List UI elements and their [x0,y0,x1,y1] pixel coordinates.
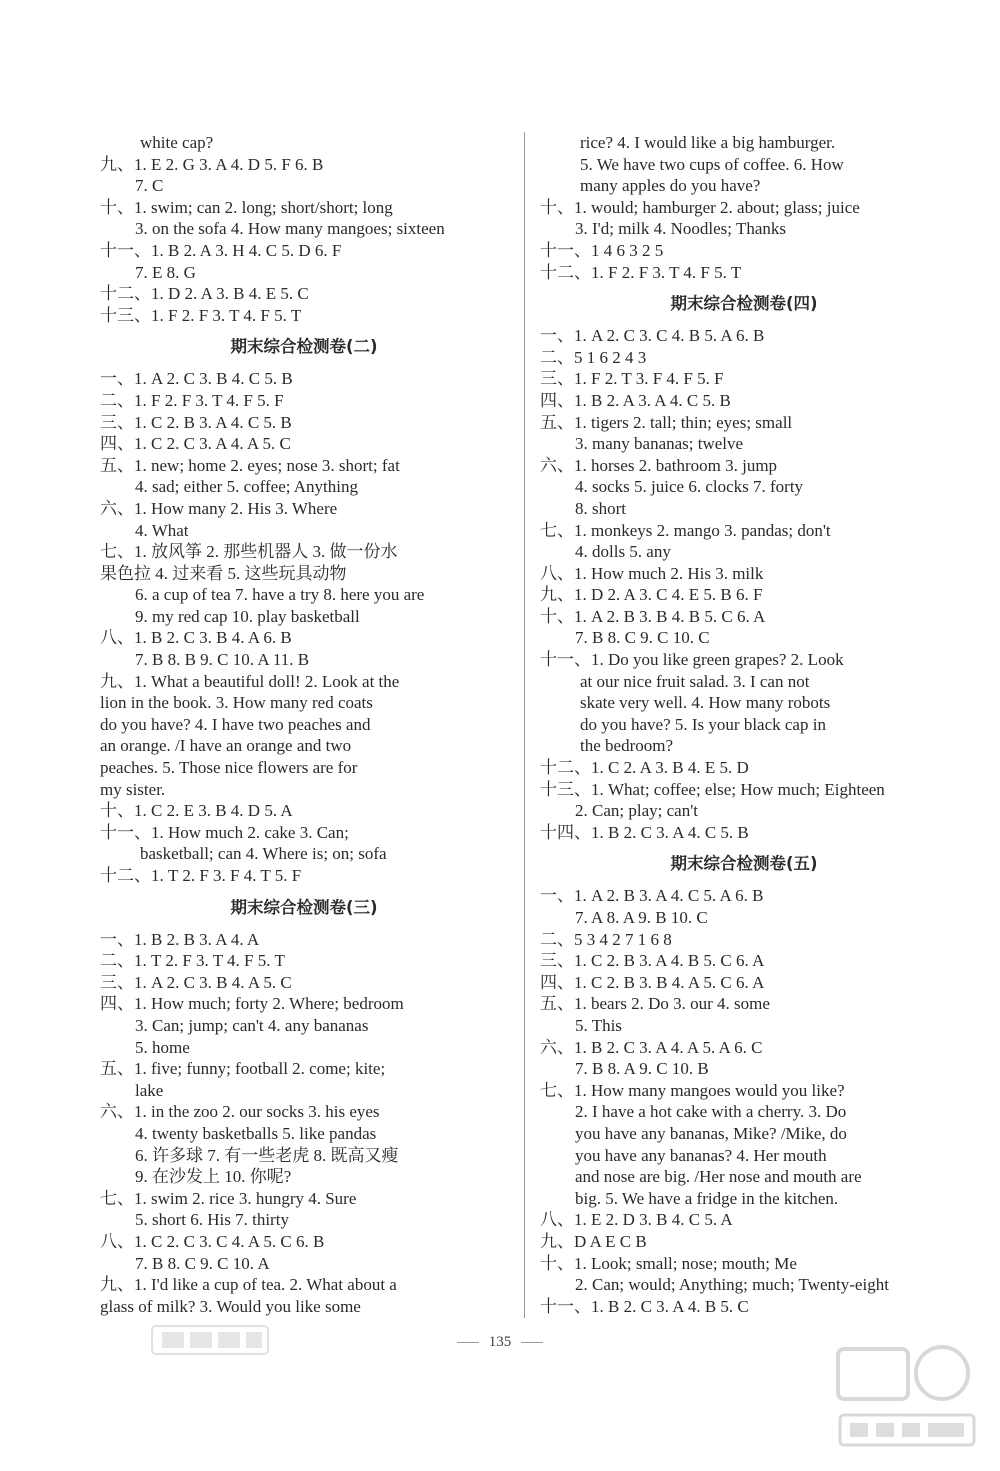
answer-text: 3. I'd; milk 4. Noodles; Thanks [575,219,786,239]
answer-line [100,1037,508,1059]
answer-text: 九、1. E 2. G 3. A 4. D 5. F 6. B [100,154,324,174]
answer-line [100,649,508,671]
answer-line [100,498,508,520]
answer-line [540,714,948,736]
answer-line [100,433,508,455]
answer-line [540,240,948,262]
answer-line [100,865,508,887]
answer-line [540,584,948,606]
answer-text: 二、5 1 6 2 4 3 [540,347,647,367]
answer-line [540,476,948,498]
answer-line [100,822,508,844]
answer-line [540,1166,948,1188]
answer-text: my sister. [100,779,166,799]
answer-text: 一、1. B 2. B 3. A 4. A [100,929,260,949]
answer-text: 十、1. Look; small; nose; mouth; Me [540,1253,797,1273]
answer-text: 六、1. horses 2. bathroom 3. jump [540,455,778,475]
answer-line [540,929,948,951]
answer-text: big. 5. We have a fridge in the kitchen. [575,1188,839,1208]
answer-line [100,1253,508,1275]
answer-line [100,262,508,284]
footer-dash-left [457,1342,479,1343]
answer-text: 十、1. C 2. E 3. B 4. D 5. A [100,801,293,821]
answer-line [540,325,948,347]
answer-text: 十三、1. What; coffee; else; How much; Eighteen [540,779,885,799]
answer-text: 7. E 8. G [135,262,196,282]
answer-line [100,692,508,714]
answer-text: 十、1. swim; can 2. long; short/short; long [100,197,393,217]
answer-line [540,649,948,671]
answer-line [540,197,948,219]
page-number: 135 [488,1334,512,1350]
answer-line [540,368,948,390]
answer-text: at our nice fruit salad. 3. I can not [580,671,810,691]
answer-text: 七、1. swim 2. rice 3. hungry 4. Sure [100,1188,357,1208]
section-heading [100,887,508,929]
answer-text: do you have? 5. Is your black cap in [580,714,826,734]
answer-text: 2. Can; play; can't [575,801,698,821]
answer-text: 2. I have a hot cake with a cherry. 3. Do [575,1102,847,1122]
answer-text: 十二、1. T 2. F 3. F 4. T 5. F [100,866,302,885]
answer-text: the bedroom? [580,736,673,756]
answer-text: 七、1. How many mangoes would you like? [540,1080,845,1100]
column-divider [524,132,525,1318]
answer-line [100,1123,508,1145]
answer-line [100,390,508,412]
answer-line [540,606,948,628]
answer-line [540,1123,948,1145]
answer-line [100,1296,508,1318]
answer-line [540,950,948,972]
answer-line [100,455,508,477]
answer-text: 五、1. five; funny; football 2. come; kite; [100,1059,386,1079]
answer-text: 6. a cup of tea 7. have a try 8. here you are [135,585,425,605]
answer-text: 6. 许多球 7. 有一些老虎 8. 既高又瘦 [135,1145,399,1165]
answer-line [540,541,948,563]
answer-line [540,972,948,994]
answer-text: 三、1. F 2. T 3. F 4. F 5. F [540,369,724,389]
answer-line [540,1145,948,1167]
answer-text: lake [135,1080,164,1100]
answer-line [540,779,948,801]
answer-line [540,1058,948,1080]
answer-text: 4. dolls 5. any [575,542,671,562]
answer-line [100,305,508,327]
section-heading [540,283,948,325]
answer-text: 5. We have two cups of coffee. 6. How [580,154,844,174]
answer-text: 十、1. A 2. B 3. B 4. B 5. C 6. A [540,606,766,626]
answer-text: 十一、1. B 2. C 3. A 4. B 5. C [540,1296,749,1316]
answer-line [540,498,948,520]
answer-text: do you have? 4. I have two peaches and [100,714,371,734]
footer-dash-right [521,1342,543,1343]
answer-line [540,433,948,455]
answer-text: you have any bananas? 4. Her mouth [575,1145,827,1165]
answer-text: 十二、1. D 2. A 3. B 4. E 5. C [100,284,309,304]
section-heading-text: 期末综合检测卷(二) [230,337,378,357]
answer-text: 一、1. A 2. C 3. B 4. C 5. B [100,369,293,389]
answer-line [540,692,948,714]
answer-text: 4. twenty basketballs 5. like pandas [135,1123,377,1143]
answer-text: 四、1. B 2. A 3. A 4. C 5. B [540,390,731,410]
answer-text: 9. my red cap 10. play basketball [135,606,360,626]
answer-text: 7. A 8. A 9. B 10. C [575,908,708,927]
answer-text: 五、1. bears 2. Do 3. our 4. some [540,994,770,1014]
watermark-logo [832,1337,982,1457]
answer-text: 十三、1. F 2. F 3. T 4. F 5. T [100,305,302,325]
answer-text: 7. B 8. C 9. C 10. C [575,628,710,648]
section-heading-text: 期末综合检测卷(三) [230,897,378,917]
answer-line [100,993,508,1015]
answer-line [100,779,508,801]
answer-line [540,132,948,154]
answer-line [540,455,948,477]
section-heading-text: 期末综合检测卷(四) [670,294,818,314]
faded-stamp-graphic [150,1322,270,1358]
answer-text: 九、1. I'd like a cup of tea. 2. What about a [100,1275,397,1295]
answer-line [540,907,948,929]
answer-line [100,476,508,498]
answer-line [100,1101,508,1123]
answer-text: 二、1. F 2. F 3. T 4. F 5. F [100,390,284,410]
left-column [100,132,508,1317]
answer-text: 3. many bananas; twelve [575,434,744,454]
answer-text: 4. sad; either 5. coffee; Anything [135,477,358,497]
answer-text: 7. B 8. B 9. C 10. A 11. B [135,650,310,670]
answer-text: 九、1. D 2. A 3. C 4. E 5. B 6. F [540,585,763,605]
answer-line [540,800,948,822]
answer-line [540,1253,948,1275]
answer-line [100,218,508,240]
section-heading [540,843,948,885]
answer-text: 4. What [135,520,189,540]
answer-line [100,1166,508,1188]
answer-text: many apples do you have? [580,176,761,196]
answer-text: basketball; can 4. Where is; on; sofa [140,844,387,864]
answer-text: 十一、1. How much 2. cake 3. Can; [100,822,349,842]
answer-line [100,520,508,542]
answer-line [540,1080,948,1102]
answer-line [100,1080,508,1102]
answer-text: 八、1. B 2. C 3. B 4. A 6. B [100,628,292,648]
answer-text: 六、1. How many 2. His 3. Where [100,498,338,518]
answer-line [100,843,508,865]
answer-line [540,671,948,693]
answer-text: 5. This [575,1015,622,1035]
answer-text: 九、1. What a beautiful doll! 2. Look at the [100,671,400,691]
answer-text: 九、D A E C B [540,1231,647,1251]
answer-text: lion in the book. 3. How many red coats [100,693,373,713]
answer-line [540,175,948,197]
answer-line [100,240,508,262]
answer-line [100,175,508,197]
answer-line [100,541,508,563]
answer-line [540,262,948,284]
answer-text: and nose are big. /Her nose and mouth are [575,1167,862,1187]
answer-line [100,1274,508,1296]
answer-line [100,1188,508,1210]
answer-line [540,520,948,542]
answer-line [540,735,948,757]
answer-line [540,1274,948,1296]
answer-line [540,412,948,434]
answer-text: 果色拉 4. 过来看 5. 这些玩具动物 [100,563,347,583]
answer-text: 2. Can; would; Anything; much; Twenty-eight [575,1275,889,1295]
answer-text: 六、1. B 2. C 3. A 4. A 5. A 6. C [540,1037,763,1057]
answer-text: 9. 在沙发上 10. 你呢? [135,1167,292,1187]
answer-line [540,390,948,412]
answer-text: 四、1. How much; forty 2. Where; bedroom [100,994,404,1014]
answer-line [100,972,508,994]
answer-text: 十、1. would; hamburger 2. about; glass; juice [540,197,860,217]
answer-line [540,993,948,1015]
answer-text: 7. B 8. C 9. C 10. A [135,1253,270,1273]
answer-text: 八、1. How much 2. His 3. milk [540,563,764,583]
answer-line [100,563,508,585]
answer-text: 二、5 3 4 2 7 1 6 8 [540,929,672,949]
answer-text: 五、1. new; home 2. eyes; nose 3. short; fat [100,455,400,475]
answer-line [100,154,508,176]
answer-text: 十二、1. C 2. A 3. B 4. E 5. D [540,758,749,778]
right-column [540,132,948,1317]
answer-line [100,800,508,822]
answer-line [540,822,948,844]
answer-text: white cap? [140,133,214,152]
answer-text: 7. B 8. A 9. C 10. B [575,1059,709,1079]
answer-text: 一、1. A 2. B 3. A 4. C 5. A 6. B [540,886,764,906]
answer-line [540,563,948,585]
answer-line [100,1058,508,1080]
answer-line [540,1209,948,1231]
answer-line [100,627,508,649]
section-heading [100,326,508,368]
answer-line [540,1101,948,1123]
answer-text: glass of milk? 3. Would you like some [100,1296,361,1316]
answer-line [100,283,508,305]
answer-line [100,1015,508,1037]
answer-line [540,218,948,240]
answer-text: you have any bananas, Mike? /Mike, do [575,1123,847,1143]
answer-text: rice? 4. I would like a big hamburger. [580,133,836,152]
answer-line [100,950,508,972]
answer-line [100,757,508,779]
answer-line [100,412,508,434]
answer-line [100,1231,508,1253]
answer-text: 十二、1. F 2. F 3. T 4. F 5. T [540,262,742,282]
section-heading-text: 期末综合检测卷(五) [670,854,818,874]
answer-text: 十一、1. Do you like green grapes? 2. Look [540,650,844,670]
answer-text: 5. short 6. His 7. thirty [135,1210,289,1230]
answer-line [540,1015,948,1037]
answer-text: 八、1. C 2. C 3. C 4. A 5. C 6. B [100,1231,325,1251]
answer-line [100,132,508,154]
answer-text: 七、1. 放风筝 2. 那些机器人 3. 做一份水 [100,542,398,562]
answer-text: 二、1. T 2. F 3. T 4. F 5. T [100,951,285,971]
answer-line [100,929,508,951]
answer-text: 3. on the sofa 4. How many mangoes; sixteen [135,219,445,239]
answer-text: 四、1. C 2. B 3. B 4. A 5. C 6. A [540,972,765,992]
answer-line [540,1037,948,1059]
answer-text: 8. short [575,498,626,518]
answer-line [100,671,508,693]
answer-text: 十一、1. B 2. A 3. H 4. C 5. D 6. F [100,240,342,260]
answer-line [100,735,508,757]
answer-line [100,1145,508,1167]
answer-line [540,627,948,649]
answer-text: 八、1. E 2. D 3. B 4. C 5. A [540,1210,733,1230]
answer-line [540,154,948,176]
answer-line [540,885,948,907]
answer-line [540,1188,948,1210]
answer-line [540,1231,948,1253]
answer-line [100,1209,508,1231]
answer-line [100,714,508,736]
answer-line [100,584,508,606]
answer-text: 六、1. in the zoo 2. our socks 3. his eyes [100,1102,380,1122]
answer-text: 三、1. C 2. B 3. A 4. C 5. B [100,412,292,432]
answer-line [100,606,508,628]
answer-text: 五、1. tigers 2. tall; thin; eyes; small [540,412,793,432]
answer-line [100,368,508,390]
answer-line [540,757,948,779]
answer-text: skate very well. 4. How many robots [580,693,831,713]
answer-line [540,347,948,369]
answer-line [100,197,508,219]
answer-text: 十四、1. B 2. C 3. A 4. C 5. B [540,822,749,842]
answer-text: 7. C [135,176,164,196]
answer-text: 四、1. C 2. C 3. A 4. A 5. C [100,434,291,454]
answer-text: 三、1. C 2. B 3. A 4. B 5. C 6. A [540,951,765,971]
answer-line [540,1296,948,1318]
answer-text: 5. home [135,1037,190,1057]
answer-text: 三、1. A 2. C 3. B 4. A 5. C [100,972,292,992]
answer-text: 4. socks 5. juice 6. clocks 7. forty [575,477,804,497]
answer-text: peaches. 5. Those nice flowers are for [100,758,358,778]
answer-text: 3. Can; jump; can't 4. any bananas [135,1015,369,1035]
answer-text: 一、1. A 2. C 3. C 4. B 5. A 6. B [540,326,765,346]
answer-text: 十一、1 4 6 3 2 5 [540,240,664,260]
answer-text: 七、1. monkeys 2. mango 3. pandas; don't [540,520,831,540]
answer-text: an orange. /I have an orange and two [100,736,352,756]
